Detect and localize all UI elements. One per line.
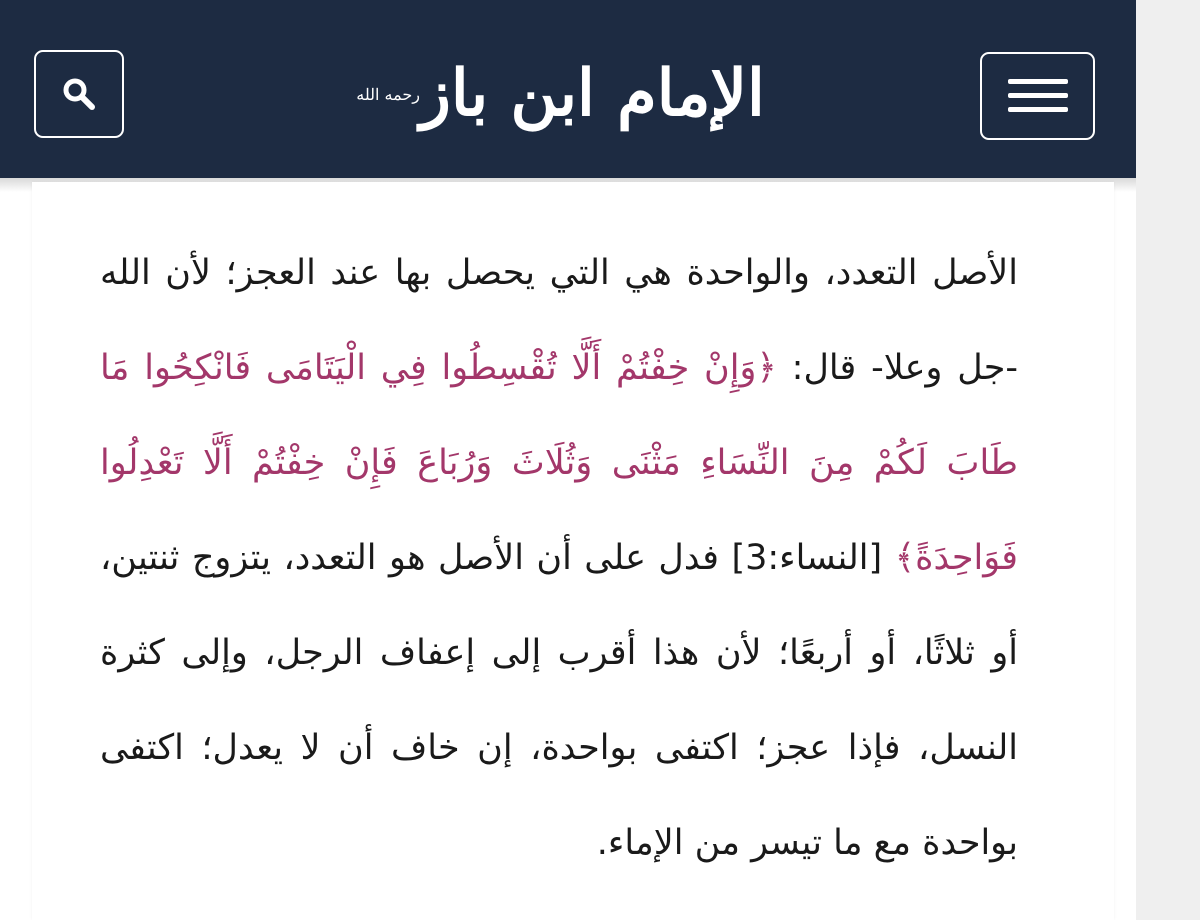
menu-button[interactable] <box>980 52 1095 140</box>
logo-honorific: رحمه الله <box>356 84 420 104</box>
article-text-2: فدل على أن الأصل هو التعدد، يتزوج ثنتين، أو ثلاثًا، أو أربعًا؛ لأن هذا أقرب إلى إعفاف الرجل، وإلى كثرة النسل، فإذا عجز؛ اكتفى بواحدة، إن خاف أن لا يعدل؛ اكتفى بواحدة مع ما تيسر من الإماء. <box>100 538 1018 863</box>
search-button[interactable] <box>34 50 124 138</box>
verse-citation: [النساء:3] <box>718 538 895 578</box>
scrollbar-area <box>1136 0 1200 920</box>
logo-text: الإمام ابن باز <box>419 56 765 131</box>
article-body <box>100 226 1018 891</box>
search-icon <box>62 77 96 111</box>
site-logo[interactable] <box>356 38 765 150</box>
site-header <box>0 0 1136 178</box>
quran-verse: ﴿وَإِنْ خِفْتُمْ أَلَّا تُقْسِطُوا فِي الْيَتَامَى فَانْكِحُوا مَا طَابَ لَكُمْ مِنَ النِّسَاءِ مَثْنَى وَثُلَاثَ وَرُبَاعَ فَإِنْ خِفْتُمْ أَلَّا تَعْدِلُوا فَوَاحِدَةً﴾ <box>100 348 1019 578</box>
article-text-1: الأصل التعدد، والواحدة هي التي يحصل بها عند العجز؛ لأن الله -جل وعلا- قال: <box>100 253 1018 388</box>
hamburger-menu-icon <box>1008 76 1068 116</box>
